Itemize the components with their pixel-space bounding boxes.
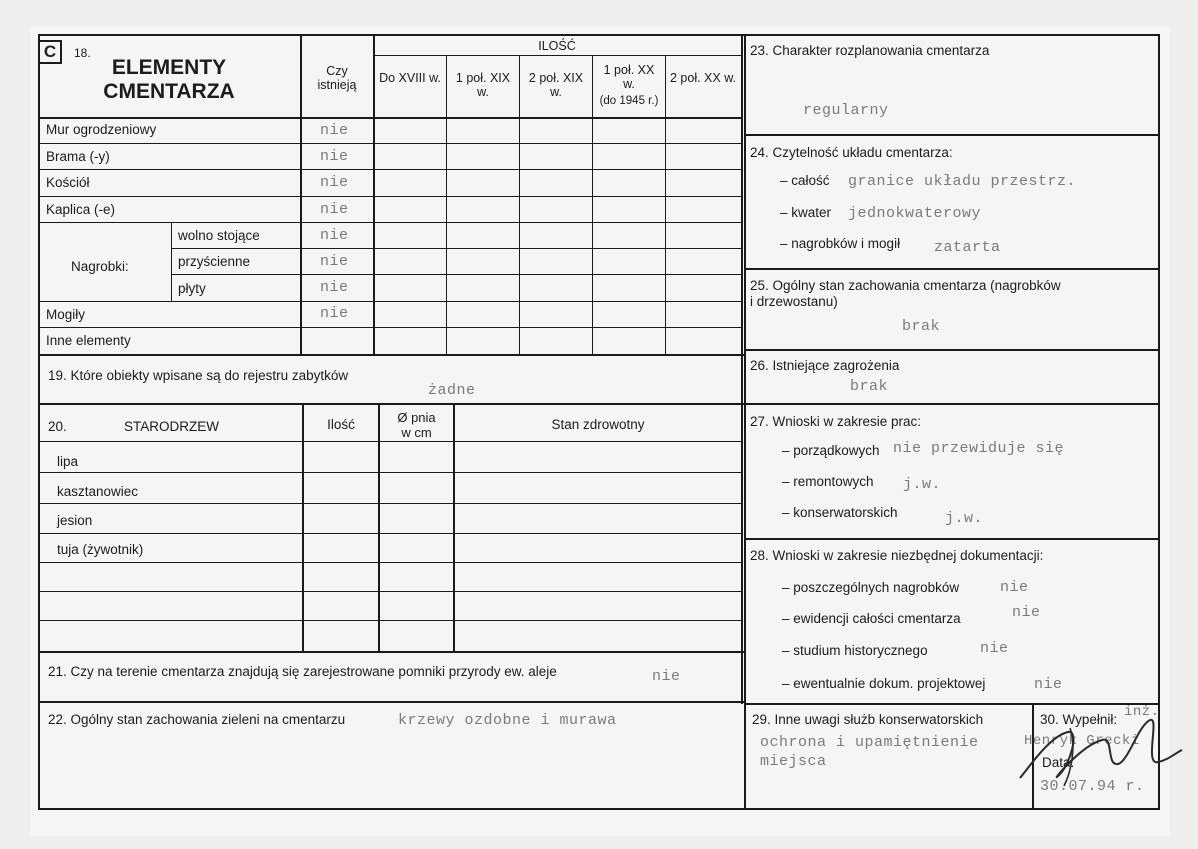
section-number: 18. [74, 46, 91, 60]
q28-item-label: – ewidencji całości cmentarza [782, 611, 961, 626]
col-header-period: 1 poł. XIX w. [455, 71, 511, 99]
q24-item-label: – całość [780, 173, 830, 188]
q27-label: 27. Wnioski w zakresie prac: [750, 414, 922, 429]
row-exists-value: nie [320, 201, 349, 218]
q29-value: ochrona i upamiętnienie [760, 734, 979, 751]
q28-item-value: nie [1034, 676, 1063, 693]
section-title-line2: CMENTARZA [103, 80, 235, 103]
q22-value: krzewy ozdobne i murawa [398, 712, 617, 729]
q27-item-value: j.w. [903, 476, 942, 493]
q30-title: inż. [1124, 704, 1160, 720]
q24-item-label: – nagrobków i mogił [780, 236, 901, 251]
col-header-quantity: ILOŚĆ [538, 39, 576, 53]
tree-row-label: kasztanowiec [57, 484, 139, 499]
q22-label: 22. Ogólny stan zachowania zieleni na cmentarzu [48, 712, 346, 727]
section-letter: C [38, 40, 62, 64]
row-label: płyty [178, 281, 206, 296]
row-label: Inne elementy [46, 333, 131, 348]
col-header-period: 1 poł. XX w. [603, 63, 655, 91]
col-header-exists: Czy istnieją [317, 64, 357, 92]
q29-label: 29. Inne uwagi służb konserwatorskich [752, 712, 984, 727]
q28-label: 28. Wnioski w zakresie niezbędnej dokumentacji: [750, 548, 1044, 563]
tree-row-label: lipa [57, 454, 79, 469]
q30-name: Henryk Grecki [1024, 733, 1140, 749]
q24-item-value: jednokwaterowy [848, 205, 982, 222]
row-exists-value: nie [320, 305, 349, 322]
q30-date: 30.07.94 r. [1040, 778, 1145, 795]
q26-value: brak [850, 378, 889, 395]
q27-item-value: j.w. [945, 510, 984, 527]
q28-item-label: – ewentualnie dokum. projektowej [782, 676, 986, 691]
q24-item-value: zatarta [934, 239, 1001, 256]
section-title-line1: ELEMENTY [111, 56, 227, 79]
row-label: przyścienne [178, 254, 251, 269]
tree-row-label: jesion [57, 513, 93, 528]
q25-label-cont: i drzewostanu) [750, 294, 838, 309]
row-label: wolno stojące [178, 228, 260, 243]
q21-value: nie [652, 668, 681, 685]
q26-label: 26. Istniejące zagrożenia [750, 358, 900, 373]
row-exists-value: nie [320, 148, 349, 165]
row-exists-value: nie [320, 227, 349, 244]
q19-value: żadne [428, 382, 476, 399]
row-exists-value: nie [320, 122, 349, 139]
q27-item-value: nie przewiduje się [893, 440, 1065, 457]
q24-label: 24. Czytelność układu cmentarza: [750, 145, 953, 160]
q23-label: 23. Charakter rozplanowania cmentarza [750, 43, 990, 58]
signature [1010, 706, 1190, 796]
q30-label: 30. Wypełnił: [1040, 712, 1118, 727]
col-header-period: 2 poł. XX w. [670, 71, 737, 85]
row-label: Kościół [46, 175, 90, 190]
q24-item-value: granice układu przestrz. [848, 173, 1077, 190]
q20-col-diameter: Ø pnia [397, 410, 436, 425]
q28-item-label: – poszczególnych nagrobków [782, 580, 960, 595]
q28-item-value: nie [1000, 579, 1029, 596]
q28-item-label: – studium historycznego [782, 643, 928, 658]
row-exists-value: nie [320, 253, 349, 270]
q20-col-health: Stan zdrowotny [551, 417, 645, 432]
q20-number: 20. [48, 419, 67, 434]
q23-value: regularny [803, 102, 889, 119]
col-header-period: 2 poł. XIX w. [528, 71, 584, 99]
q19-label: 19. Które obiekty wpisane są do rejestru zabytków [48, 368, 349, 383]
q27-item-label: – konserwatorskich [782, 505, 898, 520]
q28-item-value: nie [980, 640, 1009, 657]
q27-item-label: – remontowych [782, 474, 874, 489]
tree-row-label: tuja (żywotnik) [57, 542, 144, 557]
q30-date-label: Data: [1042, 755, 1075, 770]
q27-item-label: – porządkowych [782, 443, 880, 458]
row-label: Mur ogrodzeniowy [46, 122, 157, 137]
row-label: Kaplica (-e) [46, 202, 116, 217]
nagrobki-label: Nagrobki: [71, 259, 129, 274]
q21-label: 21. Czy na terenie cmentarza znajdują się zarejestrowane pomniki przyrody ew. aleje [48, 664, 557, 679]
q25-label: 25. Ogólny stan zachowania cmentarza (nagrobków [750, 278, 1061, 293]
row-exists-value: nie [320, 174, 349, 191]
row-exists-value: nie [320, 279, 349, 296]
row-label: Brama (-y) [46, 149, 110, 164]
row-label: Mogiły [46, 307, 86, 322]
q24-item-label: – kwater [780, 205, 832, 220]
q28-item-value: nie [1012, 604, 1041, 621]
q29-value-cont: miejsca [760, 753, 827, 770]
q25-value: brak [902, 318, 941, 335]
col-header-period: Do XVIII w. [379, 71, 441, 85]
q20-col-qty: Ilość [327, 417, 355, 432]
q20-col-diameter-unit: w cm [401, 425, 432, 440]
q20-title: STARODRZEW [124, 419, 219, 434]
col-header-period-note: (do 1945 r.) [599, 95, 659, 107]
